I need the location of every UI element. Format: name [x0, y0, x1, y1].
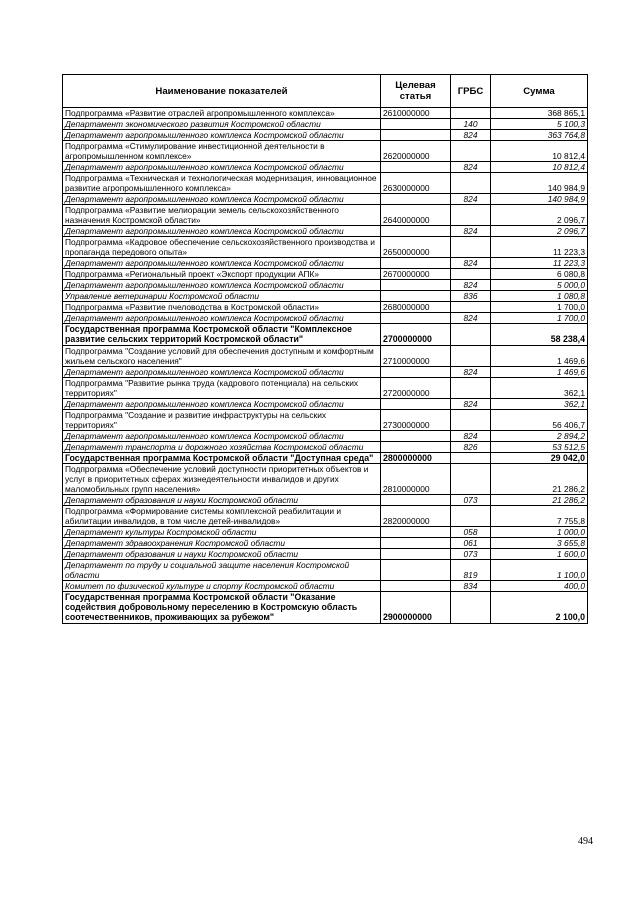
cell-sum: 5 100,3: [491, 119, 588, 130]
department-row: [63, 119, 588, 130]
department-row: [63, 291, 588, 302]
cell-code: 2710000000: [381, 345, 451, 366]
cell-grbs: 824: [451, 280, 491, 291]
cell-grbs: [451, 324, 491, 346]
cell-name: Подпрограмма «Формирование системы комплексной реабилитации и абилитации инвалидов, в том числе детей-инвалидов»: [63, 505, 381, 526]
cell-grbs: 824: [451, 398, 491, 409]
cell-name: Подпрограмма «Развитие пчеловодства в Костромской области»: [63, 302, 381, 313]
department-row: [63, 494, 588, 505]
cell-name: Управление ветеринарии Костромской области: [63, 291, 381, 302]
cell-grbs: 836: [451, 291, 491, 302]
subprogram-row: [63, 505, 588, 526]
cell-name: Подпрограмма «Техническая и технологическая модернизация, инновационное развитие агропромышленного комплекса»: [63, 173, 381, 194]
cell-sum: 1 700,0: [491, 302, 588, 313]
cell-code: [381, 291, 451, 302]
cell-name: Подпрограмма «Развитие отраслей агропромышленного комплекса»: [63, 108, 381, 119]
cell-grbs: 824: [451, 430, 491, 441]
cell-sum: 2 894,2: [491, 430, 588, 441]
cell-name: Подпрограмма «Обеспечение условий доступности приоритетных объектов и услуг в приоритетных сферах жизнедеятельности инвалидов и других маломобильных групп населения»: [63, 463, 381, 494]
cell-sum: 1 700,0: [491, 313, 588, 324]
cell-grbs: 073: [451, 494, 491, 505]
cell-grbs: 824: [451, 162, 491, 173]
cell-name: Департамент здравоохранения Костромской области: [63, 537, 381, 548]
cell-sum: 11 223,3: [491, 258, 588, 269]
cell-name: Департамент образования и науки Костромской области: [63, 548, 381, 559]
page-number: 494: [578, 836, 593, 847]
cell-grbs: 073: [451, 548, 491, 559]
cell-code: [381, 537, 451, 548]
cell-sum: 11 223,3: [491, 237, 588, 258]
cell-code: 2720000000: [381, 377, 451, 398]
cell-sum: 53 512,5: [491, 441, 588, 452]
department-row: [63, 366, 588, 377]
cell-grbs: 140: [451, 119, 491, 130]
subprogram-row: [63, 205, 588, 226]
cell-grbs: [451, 409, 491, 430]
cell-grbs: 824: [451, 313, 491, 324]
department-row: [63, 559, 588, 580]
cell-sum: 2 096,7: [491, 226, 588, 237]
subprogram-row: [63, 108, 588, 119]
cell-grbs: 061: [451, 537, 491, 548]
cell-code: [381, 441, 451, 452]
header-code: Целевая статья: [381, 75, 451, 108]
header-sum: Сумма: [491, 75, 588, 108]
department-row: [63, 548, 588, 559]
cell-grbs: [451, 377, 491, 398]
cell-grbs: [451, 505, 491, 526]
cell-sum: 1 469,6: [491, 345, 588, 366]
cell-name: Департамент агропромышленного комплекса Костромской области: [63, 162, 381, 173]
cell-name: Подпрограмма "Создание и развитие инфраструктуры на сельских территориях": [63, 409, 381, 430]
cell-name: Департамент агропромышленного комплекса Костромской области: [63, 313, 381, 324]
cell-name: Департамент агропромышленного комплекса Костромской области: [63, 398, 381, 409]
department-row: [63, 194, 588, 205]
cell-code: 2680000000: [381, 302, 451, 313]
cell-grbs: [451, 141, 491, 162]
cell-name: Комитет по физической культуре и спорту Костромской области: [63, 580, 381, 591]
table-header-row: [63, 75, 588, 108]
cell-code: 2650000000: [381, 237, 451, 258]
program-row: [63, 324, 588, 346]
cell-name: Подпрограмма «Стимулирование инвестиционной деятельности в агропромышленном комплексе»: [63, 141, 381, 162]
subprogram-row: [63, 269, 588, 280]
cell-sum: 1 600,0: [491, 548, 588, 559]
program-row: [63, 591, 588, 623]
department-row: [63, 441, 588, 452]
cell-code: [381, 226, 451, 237]
cell-grbs: 819: [451, 559, 491, 580]
cell-code: 2810000000: [381, 463, 451, 494]
cell-grbs: 826: [451, 441, 491, 452]
cell-grbs: 824: [451, 366, 491, 377]
cell-sum: 3 655,8: [491, 537, 588, 548]
cell-code: [381, 494, 451, 505]
cell-grbs: 824: [451, 194, 491, 205]
cell-code: [381, 280, 451, 291]
table-body: [63, 108, 588, 624]
cell-sum: 7 755,8: [491, 505, 588, 526]
department-row: [63, 580, 588, 591]
cell-code: [381, 313, 451, 324]
department-row: [63, 537, 588, 548]
cell-sum: 362,1: [491, 398, 588, 409]
department-row: [63, 162, 588, 173]
cell-sum: 1 100,0: [491, 559, 588, 580]
cell-name: Государственная программа Костромской области "Комплексное развитие сельских территорий Костромской области": [63, 324, 381, 346]
cell-name: Департамент агропромышленного комплекса Костромской области: [63, 280, 381, 291]
budget-table: [62, 74, 588, 624]
cell-sum: 400,0: [491, 580, 588, 591]
cell-code: 2630000000: [381, 173, 451, 194]
cell-grbs: [451, 591, 491, 623]
cell-code: 2610000000: [381, 108, 451, 119]
cell-code: [381, 548, 451, 559]
cell-code: 2670000000: [381, 269, 451, 280]
cell-grbs: [451, 302, 491, 313]
cell-name: Департамент образования и науки Костромской области: [63, 494, 381, 505]
cell-name: Департамент агропромышленного комплекса Костромской области: [63, 366, 381, 377]
cell-grbs: 058: [451, 526, 491, 537]
cell-code: [381, 119, 451, 130]
cell-grbs: [451, 463, 491, 494]
subprogram-row: [63, 409, 588, 430]
cell-name: Департамент культуры Костромской области: [63, 526, 381, 537]
department-row: [63, 258, 588, 269]
cell-code: 2620000000: [381, 141, 451, 162]
cell-name: Департамент агропромышленного комплекса Костромской области: [63, 226, 381, 237]
cell-name: Государственная программа Костромской области "Оказание содействия добровольному переселению в Костромскую область соотечественников, проживающих за рубежом": [63, 591, 381, 623]
cell-sum: 56 406,7: [491, 409, 588, 430]
cell-grbs: [451, 269, 491, 280]
cell-name: Департамент экономического развития Костромской области: [63, 119, 381, 130]
department-row: [63, 398, 588, 409]
header-grbs: ГРБС: [451, 75, 491, 108]
cell-grbs: [451, 205, 491, 226]
cell-sum: 363 764,8: [491, 130, 588, 141]
cell-name: Подпрограмма «Развитие мелиорации земель сельскохозяйственного назначения Костромской области»: [63, 205, 381, 226]
cell-code: [381, 398, 451, 409]
cell-sum: 140 984,9: [491, 194, 588, 205]
cell-code: [381, 130, 451, 141]
cell-code: [381, 366, 451, 377]
department-row: [63, 226, 588, 237]
cell-sum: 2 100,0: [491, 591, 588, 623]
cell-sum: 1 000,0: [491, 526, 588, 537]
department-row: [63, 130, 588, 141]
program-row: [63, 452, 588, 463]
cell-name: Департамент агропромышленного комплекса Костромской области: [63, 130, 381, 141]
cell-code: [381, 162, 451, 173]
cell-name: Подпрограмма «Кадровое обеспечение сельскохозяйственного производства и пропаганда передового опыта»: [63, 237, 381, 258]
cell-sum: 6 080,8: [491, 269, 588, 280]
cell-sum: 362,1: [491, 377, 588, 398]
cell-sum: 5 000,0: [491, 280, 588, 291]
subprogram-row: [63, 377, 588, 398]
cell-code: 2820000000: [381, 505, 451, 526]
subprogram-row: [63, 141, 588, 162]
cell-grbs: [451, 345, 491, 366]
cell-code: 2640000000: [381, 205, 451, 226]
cell-code: [381, 580, 451, 591]
cell-grbs: 824: [451, 258, 491, 269]
cell-grbs: [451, 108, 491, 119]
cell-name: Подпрограмма "Создание условий для обеспечения доступным и комфортным жильем сельского населения": [63, 345, 381, 366]
cell-code: 2700000000: [381, 324, 451, 346]
cell-name: Департамент агропромышленного комплекса Костромской области: [63, 194, 381, 205]
cell-name: Департамент по труду и социальной защите населения Костромской области: [63, 559, 381, 580]
cell-grbs: 834: [451, 580, 491, 591]
subprogram-row: [63, 173, 588, 194]
cell-sum: 1 080,8: [491, 291, 588, 302]
cell-name: Департамент агропромышленного комплекса Костромской области: [63, 430, 381, 441]
subprogram-row: [63, 345, 588, 366]
cell-code: 2800000000: [381, 452, 451, 463]
cell-sum: 10 812,4: [491, 141, 588, 162]
cell-code: 2730000000: [381, 409, 451, 430]
department-row: [63, 280, 588, 291]
cell-code: [381, 559, 451, 580]
cell-grbs: 824: [451, 226, 491, 237]
department-row: [63, 526, 588, 537]
cell-sum: 21 286,2: [491, 494, 588, 505]
cell-sum: 21 286,2: [491, 463, 588, 494]
header-name: Наименование показателей: [63, 75, 381, 108]
subprogram-row: [63, 237, 588, 258]
cell-sum: 58 238,4: [491, 324, 588, 346]
subprogram-row: [63, 463, 588, 494]
cell-name: Подпрограмма «Региональный проект «Экспорт продукции АПК»: [63, 269, 381, 280]
cell-code: 2900000000: [381, 591, 451, 623]
cell-name: Государственная программа Костромской области "Доступная среда": [63, 452, 381, 463]
cell-name: Департамент транспорта и дорожного хозяйства Костромской области: [63, 441, 381, 452]
cell-sum: 368 865,1: [491, 108, 588, 119]
cell-sum: 1 469,6: [491, 366, 588, 377]
cell-grbs: 824: [451, 130, 491, 141]
cell-grbs: [451, 173, 491, 194]
cell-name: Департамент агропромышленного комплекса Костромской области: [63, 258, 381, 269]
cell-grbs: [451, 237, 491, 258]
cell-sum: 10 812,4: [491, 162, 588, 173]
cell-code: [381, 194, 451, 205]
cell-name: Подпрограмма "Развитие рынка труда (кадрового потенциала) на сельских территориях": [63, 377, 381, 398]
cell-code: [381, 258, 451, 269]
cell-code: [381, 430, 451, 441]
department-row: [63, 430, 588, 441]
cell-grbs: [451, 452, 491, 463]
cell-sum: 29 042,0: [491, 452, 588, 463]
cell-code: [381, 526, 451, 537]
cell-sum: 140 984,9: [491, 173, 588, 194]
subprogram-row: [63, 302, 588, 313]
department-row: [63, 313, 588, 324]
cell-sum: 2 096,7: [491, 205, 588, 226]
